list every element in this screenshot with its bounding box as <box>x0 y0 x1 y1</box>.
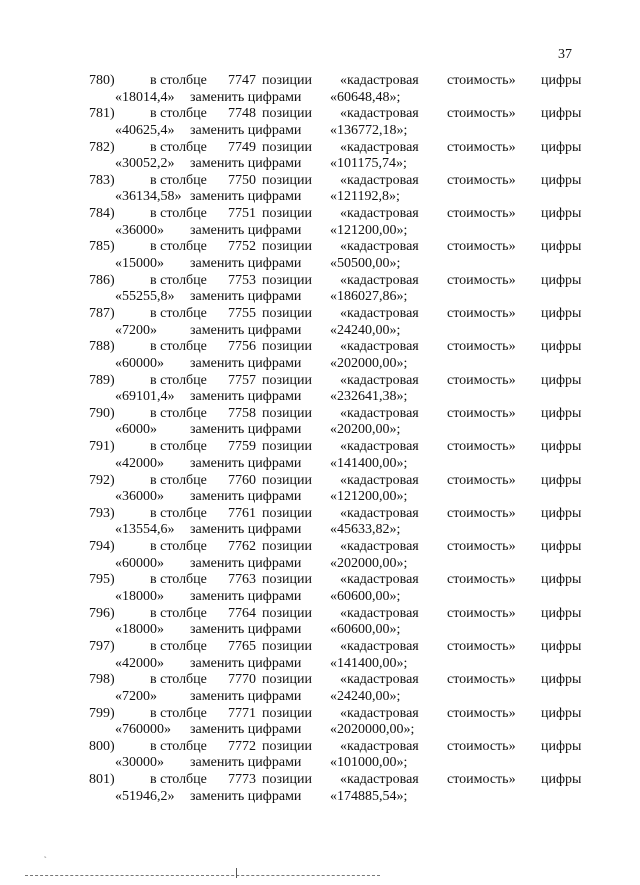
position-label: позиции <box>262 306 312 322</box>
new-value: «121200,00»; <box>330 222 408 238</box>
entry-number: 794) <box>89 539 115 555</box>
replace-label: заменить цифрами <box>190 255 302 271</box>
replace-label: заменить цифрами <box>190 455 302 471</box>
column-number: 7751 <box>228 206 256 222</box>
replace-label: заменить цифрами <box>190 755 302 771</box>
replace-label: заменить цифрами <box>190 722 302 738</box>
column-number: 7759 <box>228 439 256 455</box>
old-value: «760000» <box>115 722 171 738</box>
old-value: «55255,8» <box>115 289 175 305</box>
entry-number: 790) <box>89 405 115 421</box>
cadastral-label: «кадастровая <box>340 172 419 188</box>
amendment-entry <box>0 306 640 339</box>
cadastral-label: «кадастровая <box>340 539 419 555</box>
position-label: позиции <box>262 705 312 721</box>
amendment-entry <box>0 140 640 173</box>
in-column-label: в столбце <box>150 405 207 421</box>
column-number: 7772 <box>228 738 256 754</box>
figures-label: цифры <box>541 239 582 255</box>
position-label: позиции <box>262 605 312 621</box>
amendment-list <box>0 73 640 806</box>
amendment-entry <box>0 206 640 239</box>
position-label: позиции <box>262 106 312 122</box>
cadastral-label: «кадастровая <box>340 639 419 655</box>
new-value: «45633,82»; <box>330 522 401 538</box>
in-column-label: в столбце <box>150 639 207 655</box>
old-value: «18000» <box>115 588 164 604</box>
amendment-entry <box>0 772 640 805</box>
cost-label: стоимость» <box>447 339 516 355</box>
column-number: 7761 <box>228 505 256 521</box>
cost-label: стоимость» <box>447 172 516 188</box>
position-label: позиции <box>262 73 312 88</box>
entry-number: 780) <box>89 73 115 88</box>
amendment-entry <box>0 473 640 506</box>
figures-label: цифры <box>541 505 582 521</box>
cost-label: стоимость» <box>447 772 516 788</box>
cost-label: стоимость» <box>447 605 516 621</box>
position-label: позиции <box>262 572 312 588</box>
old-value: «60000» <box>115 355 164 371</box>
old-value: «69101,4» <box>115 389 175 405</box>
replace-label: заменить цифрами <box>190 189 302 205</box>
amendment-entry <box>0 739 640 772</box>
in-column-label: в столбце <box>150 206 207 222</box>
cost-label: стоимость» <box>447 272 516 288</box>
old-value: «40625,4» <box>115 122 175 138</box>
stray-mark: ˛ <box>44 848 47 858</box>
cadastral-label: «кадастровая <box>340 339 419 355</box>
in-column-label: в столбце <box>150 472 207 488</box>
entry-number: 787) <box>89 306 115 322</box>
cadastral-label: «кадастровая <box>340 306 419 322</box>
cadastral-label: «кадастровая <box>340 372 419 388</box>
in-column-label: в столбце <box>150 106 207 122</box>
entry-number: 781) <box>89 106 115 122</box>
cost-label: стоимость» <box>447 206 516 222</box>
position-label: позиции <box>262 539 312 555</box>
old-value: «18014,4» <box>115 89 175 105</box>
amendment-entry <box>0 606 640 639</box>
position-label: позиции <box>262 738 312 754</box>
column-number: 7748 <box>228 106 256 122</box>
old-value: «15000» <box>115 255 164 271</box>
replace-label: заменить цифрами <box>190 89 302 105</box>
position-label: позиции <box>262 172 312 188</box>
amendment-entry <box>0 706 640 739</box>
new-value: «174885,54»; <box>330 788 408 804</box>
column-number: 7773 <box>228 772 256 788</box>
column-number: 7763 <box>228 572 256 588</box>
position-label: позиции <box>262 439 312 455</box>
old-value: «36134,58» <box>115 189 182 205</box>
old-value: «36000» <box>115 489 164 505</box>
new-value: «24240,00»; <box>330 688 401 704</box>
replace-label: заменить цифрами <box>190 222 302 238</box>
figures-label: цифры <box>541 405 582 421</box>
in-column-label: в столбце <box>150 705 207 721</box>
cadastral-label: «кадастровая <box>340 672 419 688</box>
cost-label: стоимость» <box>447 572 516 588</box>
old-value: «42000» <box>115 655 164 671</box>
entry-number: 797) <box>89 639 115 655</box>
cadastral-label: «кадастровая <box>340 605 419 621</box>
in-column-label: в столбце <box>150 73 207 88</box>
entry-number: 783) <box>89 172 115 188</box>
cost-label: стоимость» <box>447 405 516 421</box>
cadastral-label: «кадастровая <box>340 472 419 488</box>
in-column-label: в столбце <box>150 539 207 555</box>
entry-number: 795) <box>89 572 115 588</box>
replace-label: заменить цифрами <box>190 156 302 172</box>
cadastral-label: «кадастровая <box>340 772 419 788</box>
in-column-label: в столбце <box>150 239 207 255</box>
replace-label: заменить цифрами <box>190 322 302 338</box>
position-label: позиции <box>262 505 312 521</box>
cost-label: стоимость» <box>447 306 516 322</box>
old-value: «7200» <box>115 322 157 338</box>
cost-label: стоимость» <box>447 539 516 555</box>
cost-label: стоимость» <box>447 505 516 521</box>
new-value: «101175,74»; <box>330 156 407 172</box>
new-value: «20200,00»; <box>330 422 401 438</box>
figures-label: цифры <box>541 272 582 288</box>
in-column-label: в столбце <box>150 439 207 455</box>
cadastral-label: «кадастровая <box>340 106 419 122</box>
figures-label: цифры <box>541 139 582 155</box>
new-value: «141400,00»; <box>330 655 408 671</box>
amendment-entry <box>0 373 640 406</box>
in-column-label: в столбце <box>150 505 207 521</box>
figures-label: цифры <box>541 339 582 355</box>
amendment-entry <box>0 73 640 106</box>
new-value: «202000,00»; <box>330 555 408 571</box>
cost-label: стоимость» <box>447 73 516 88</box>
in-column-label: в столбце <box>150 306 207 322</box>
column-number: 7747 <box>228 73 256 88</box>
cost-label: стоимость» <box>447 738 516 754</box>
replace-label: заменить цифрами <box>190 555 302 571</box>
in-column-label: в столбце <box>150 672 207 688</box>
entry-number: 799) <box>89 705 115 721</box>
amendment-entry <box>0 406 640 439</box>
column-number: 7750 <box>228 172 256 188</box>
amendment-entry <box>0 506 640 539</box>
position-label: позиции <box>262 272 312 288</box>
old-value: «60000» <box>115 555 164 571</box>
replace-label: заменить цифрами <box>190 588 302 604</box>
page-number: 37 <box>558 47 572 62</box>
figures-label: цифры <box>541 605 582 621</box>
replace-label: заменить цифрами <box>190 422 302 438</box>
cost-label: стоимость» <box>447 439 516 455</box>
old-value: «36000» <box>115 222 164 238</box>
cadastral-label: «кадастровая <box>340 705 419 721</box>
amendment-entry <box>0 572 640 605</box>
old-value: «13554,6» <box>115 522 175 538</box>
entry-number: 789) <box>89 372 115 388</box>
new-value: «101000,00»; <box>330 755 408 771</box>
entry-number: 786) <box>89 272 115 288</box>
new-value: «60600,00»; <box>330 622 401 638</box>
figures-label: цифры <box>541 73 582 88</box>
new-value: «24240,00»; <box>330 322 401 338</box>
replace-label: заменить цифрами <box>190 389 302 405</box>
entry-number: 791) <box>89 439 115 455</box>
figures-label: цифры <box>541 772 582 788</box>
replace-label: заменить цифрами <box>190 289 302 305</box>
figures-label: цифры <box>541 106 582 122</box>
position-label: позиции <box>262 206 312 222</box>
amendment-entry <box>0 339 640 372</box>
figures-label: цифры <box>541 172 582 188</box>
figures-label: цифры <box>541 372 582 388</box>
new-value: «60600,00»; <box>330 588 401 604</box>
position-label: позиции <box>262 472 312 488</box>
old-value: «51946,2» <box>115 788 175 804</box>
new-value: «186027,86»; <box>330 289 408 305</box>
amendment-entry <box>0 106 640 139</box>
cadastral-label: «кадастровая <box>340 738 419 754</box>
new-value: «141400,00»; <box>330 455 408 471</box>
entry-number: 793) <box>89 505 115 521</box>
in-column-label: в столбце <box>150 605 207 621</box>
position-label: позиции <box>262 672 312 688</box>
new-value: «60648,48»; <box>330 89 401 105</box>
column-number: 7755 <box>228 306 256 322</box>
new-value: «121200,00»; <box>330 489 408 505</box>
cost-label: стоимость» <box>447 705 516 721</box>
column-number: 7758 <box>228 405 256 421</box>
footer-divider <box>25 875 380 876</box>
in-column-label: в столбце <box>150 572 207 588</box>
column-number: 7760 <box>228 472 256 488</box>
amendment-entry <box>0 273 640 306</box>
in-column-label: в столбце <box>150 738 207 754</box>
position-label: позиции <box>262 139 312 155</box>
new-value: «50500,00»; <box>330 255 401 271</box>
old-value: «42000» <box>115 455 164 471</box>
replace-label: заменить цифрами <box>190 355 302 371</box>
column-number: 7757 <box>228 372 256 388</box>
in-column-label: в столбце <box>150 272 207 288</box>
entry-number: 784) <box>89 206 115 222</box>
cadastral-label: «кадастровая <box>340 572 419 588</box>
figures-label: цифры <box>541 206 582 222</box>
cadastral-label: «кадастровая <box>340 505 419 521</box>
position-label: позиции <box>262 639 312 655</box>
in-column-label: в столбце <box>150 139 207 155</box>
replace-label: заменить цифрами <box>190 522 302 538</box>
cost-label: стоимость» <box>447 672 516 688</box>
cadastral-label: «кадастровая <box>340 439 419 455</box>
new-value: «136772,18»; <box>330 122 408 138</box>
column-number: 7753 <box>228 272 256 288</box>
cadastral-label: «кадастровая <box>340 139 419 155</box>
old-value: «6000» <box>115 422 157 438</box>
new-value: «232641,38»; <box>330 389 408 405</box>
replace-label: заменить цифрами <box>190 489 302 505</box>
old-value: «18000» <box>115 622 164 638</box>
amendment-entry <box>0 639 640 672</box>
figures-label: цифры <box>541 672 582 688</box>
entry-number: 801) <box>89 772 115 788</box>
figures-label: цифры <box>541 639 582 655</box>
old-value: «30000» <box>115 755 164 771</box>
cadastral-label: «кадастровая <box>340 272 419 288</box>
figures-label: цифры <box>541 306 582 322</box>
new-value: «202000,00»; <box>330 355 408 371</box>
in-column-label: в столбце <box>150 339 207 355</box>
entry-number: 798) <box>89 672 115 688</box>
entry-number: 785) <box>89 239 115 255</box>
figures-label: цифры <box>541 572 582 588</box>
cost-label: стоимость» <box>447 139 516 155</box>
footer-tick-mark <box>236 868 237 878</box>
old-value: «30052,2» <box>115 156 175 172</box>
new-value: «121192,8»; <box>330 189 400 205</box>
amendment-entry <box>0 539 640 572</box>
column-number: 7770 <box>228 672 256 688</box>
cost-label: стоимость» <box>447 239 516 255</box>
entry-number: 792) <box>89 472 115 488</box>
replace-label: заменить цифрами <box>190 122 302 138</box>
column-number: 7771 <box>228 705 256 721</box>
cadastral-label: «кадастровая <box>340 405 419 421</box>
column-number: 7764 <box>228 605 256 621</box>
position-label: позиции <box>262 405 312 421</box>
replace-label: заменить цифрами <box>190 655 302 671</box>
in-column-label: в столбце <box>150 372 207 388</box>
entry-number: 788) <box>89 339 115 355</box>
figures-label: цифры <box>541 439 582 455</box>
in-column-label: в столбце <box>150 172 207 188</box>
replace-label: заменить цифрами <box>190 788 302 804</box>
figures-label: цифры <box>541 539 582 555</box>
cadastral-label: «кадастровая <box>340 239 419 255</box>
cost-label: стоимость» <box>447 639 516 655</box>
amendment-entry <box>0 173 640 206</box>
column-number: 7762 <box>228 539 256 555</box>
new-value: «2020000,00»; <box>330 722 415 738</box>
cadastral-label: «кадастровая <box>340 206 419 222</box>
amendment-entry <box>0 672 640 705</box>
replace-label: заменить цифрами <box>190 622 302 638</box>
cost-label: стоимость» <box>447 472 516 488</box>
in-column-label: в столбце <box>150 772 207 788</box>
entry-number: 782) <box>89 139 115 155</box>
position-label: позиции <box>262 339 312 355</box>
column-number: 7756 <box>228 339 256 355</box>
figures-label: цифры <box>541 472 582 488</box>
column-number: 7749 <box>228 139 256 155</box>
amendment-entry <box>0 439 640 472</box>
old-value: «7200» <box>115 688 157 704</box>
cadastral-label: «кадастровая <box>340 73 419 88</box>
position-label: позиции <box>262 239 312 255</box>
position-label: позиции <box>262 372 312 388</box>
amendment-entry <box>0 239 640 272</box>
entry-number: 796) <box>89 605 115 621</box>
figures-label: цифры <box>541 705 582 721</box>
column-number: 7765 <box>228 639 256 655</box>
replace-label: заменить цифрами <box>190 688 302 704</box>
cost-label: стоимость» <box>447 372 516 388</box>
figures-label: цифры <box>541 738 582 754</box>
entry-number: 800) <box>89 738 115 754</box>
position-label: позиции <box>262 772 312 788</box>
column-number: 7752 <box>228 239 256 255</box>
cost-label: стоимость» <box>447 106 516 122</box>
